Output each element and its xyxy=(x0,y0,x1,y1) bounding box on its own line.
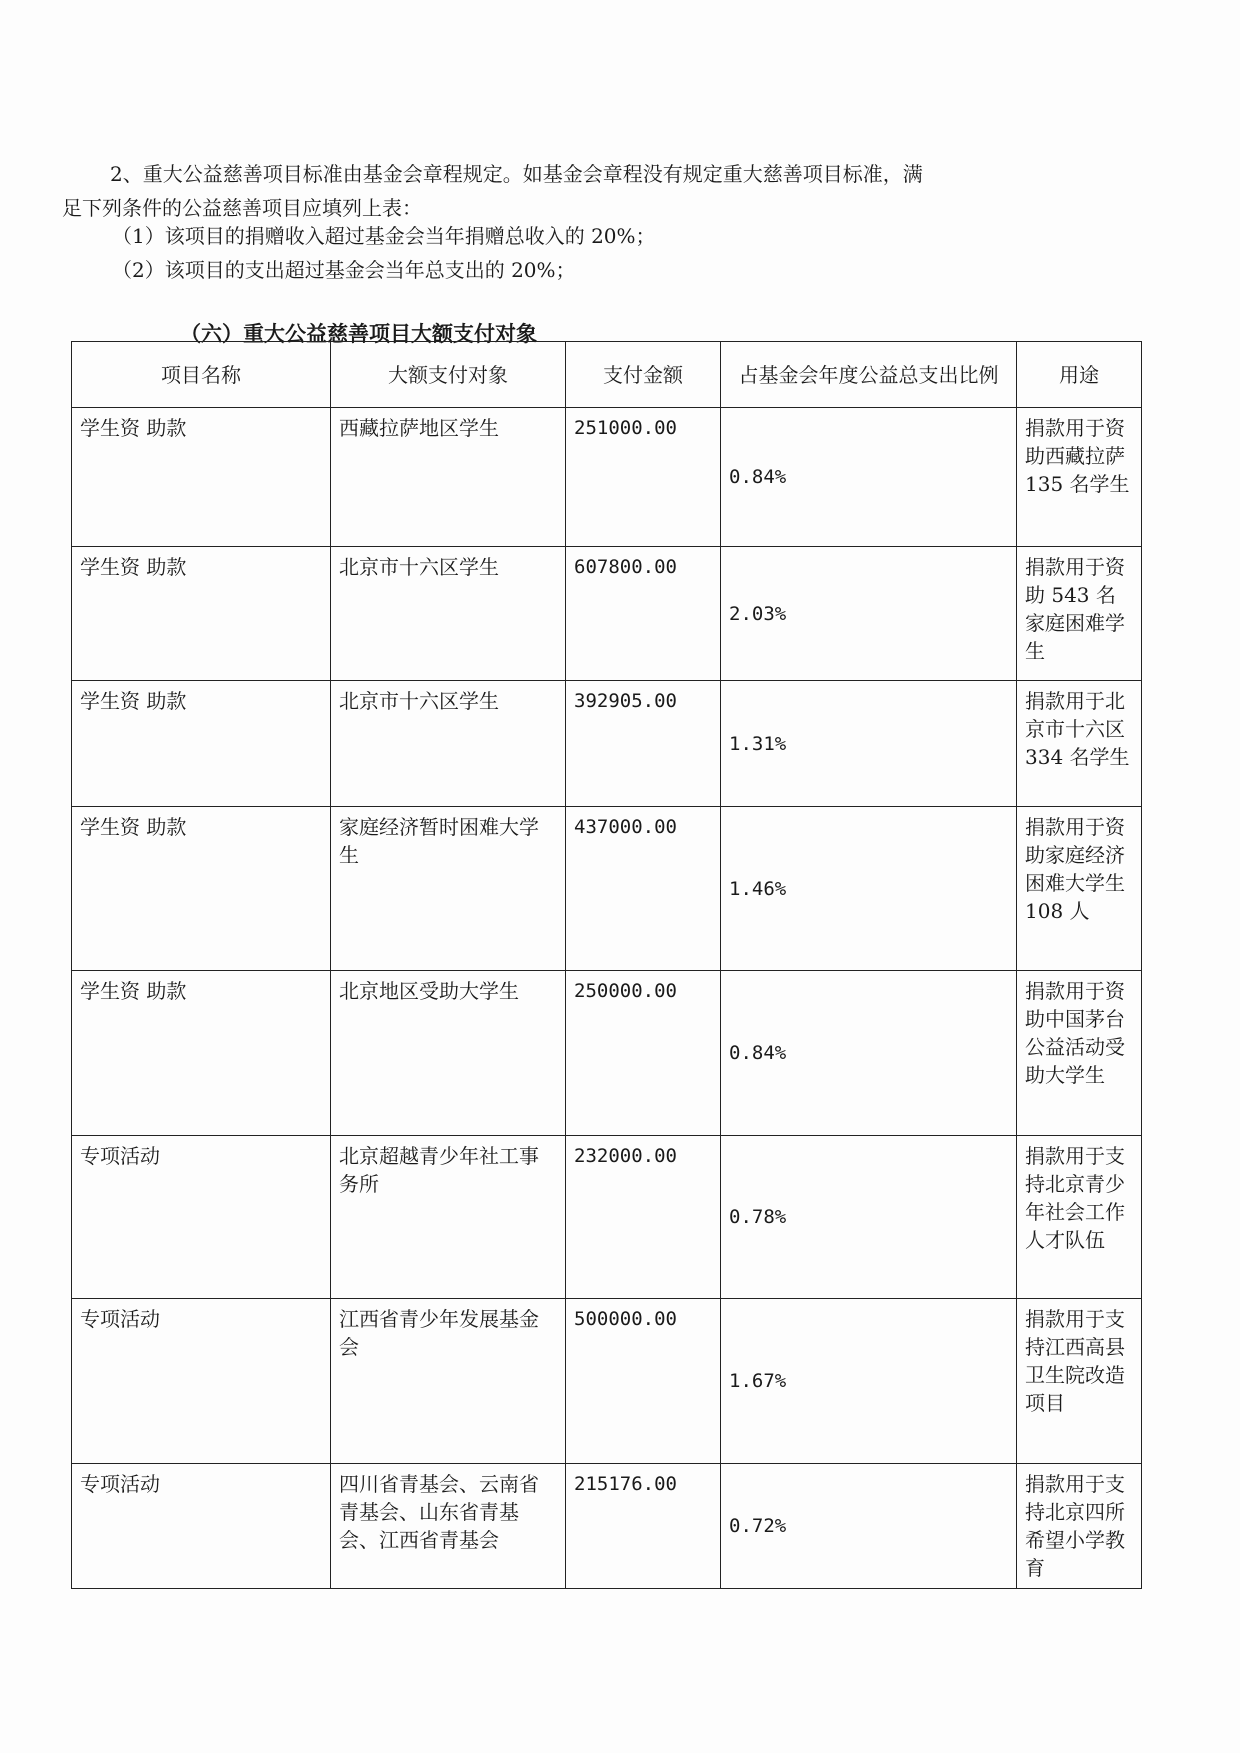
table-header-row xyxy=(72,342,1142,408)
cell-purpose: 捐款用于资助中国茅台公益活动受助大学生 xyxy=(1017,971,1142,1136)
table-row xyxy=(72,547,1142,681)
cell-ratio: 0.72% xyxy=(721,1464,1017,1589)
header-ratio: 占基金会年度公益总支出比例 xyxy=(721,342,1017,408)
cell-payee: 江西省青少年发展基金会 xyxy=(331,1299,566,1464)
cell-payee: 家庭经济暂时困难大学生 xyxy=(331,807,566,971)
cell-project: 专项活动 xyxy=(72,1464,331,1589)
cell-purpose: 捐款用于支持北京青少年社会工作人才队伍 xyxy=(1017,1136,1142,1299)
note-condition-1: （1）该项目的捐赠收入超过基金会当年捐赠总收入的 20%； xyxy=(112,224,656,248)
cell-amount: 215176.00 xyxy=(566,1464,721,1589)
cell-amount: 607800.00 xyxy=(566,547,721,681)
cell-payee: 北京市十六区学生 xyxy=(331,681,566,807)
section-title: （六）重大公益慈善项目大额支付对象 xyxy=(180,321,537,346)
table-row xyxy=(72,807,1142,971)
cell-payee: 四川省青基会、云南省青基会、山东省青基会、江西省青基会 xyxy=(331,1464,566,1589)
cell-ratio: 0.84% xyxy=(721,408,1017,547)
cell-purpose: 捐款用于资助家庭经济困难大学生 108 人 xyxy=(1017,807,1142,971)
cell-project: 学生资 助款 xyxy=(72,971,331,1136)
cell-amount: 500000.00 xyxy=(566,1299,721,1464)
cell-payee: 北京超越青少年社工事务所 xyxy=(331,1136,566,1299)
header-purpose: 用途 xyxy=(1017,342,1142,408)
cell-purpose: 捐款用于北京市十六区 334 名学生 xyxy=(1017,681,1142,807)
cell-project: 学生资 助款 xyxy=(72,547,331,681)
cell-ratio: 0.78% xyxy=(721,1136,1017,1299)
cell-payee: 北京市十六区学生 xyxy=(331,547,566,681)
cell-ratio: 1.67% xyxy=(721,1299,1017,1464)
cell-purpose: 捐款用于资助西藏拉萨 135 名学生 xyxy=(1017,408,1142,547)
cell-project: 学生资 助款 xyxy=(72,408,331,547)
table-row xyxy=(72,971,1142,1136)
cell-purpose: 捐款用于支持江西高县卫生院改造项目 xyxy=(1017,1299,1142,1464)
note-line-1: 2、重大公益慈善项目标准由基金会章程规定。如基金会章程没有规定重大慈善项目标准，满 xyxy=(110,162,923,186)
table-row xyxy=(72,681,1142,807)
table-row xyxy=(72,1299,1142,1464)
cell-amount: 250000.00 xyxy=(566,971,721,1136)
cell-ratio: 1.46% xyxy=(721,807,1017,971)
large-payment-table xyxy=(71,341,1142,1589)
header-project-name: 项目名称 xyxy=(72,342,331,408)
cell-ratio: 1.31% xyxy=(721,681,1017,807)
cell-project: 专项活动 xyxy=(72,1136,331,1299)
cell-purpose: 捐款用于资助 543 名家庭困难学生 xyxy=(1017,547,1142,681)
cell-payee: 西藏拉萨地区学生 xyxy=(331,408,566,547)
cell-amount: 251000.00 xyxy=(566,408,721,547)
note-condition-2: （2）该项目的支出超过基金会当年总支出的 20%； xyxy=(112,258,576,282)
note-line-2: 足下列条件的公益慈善项目应填列上表： xyxy=(62,196,422,220)
cell-project: 学生资 助款 xyxy=(72,681,331,807)
table-row xyxy=(72,408,1142,547)
header-amount: 支付金额 xyxy=(566,342,721,408)
table-row xyxy=(72,1136,1142,1299)
cell-ratio: 2.03% xyxy=(721,547,1017,681)
cell-project: 学生资 助款 xyxy=(72,807,331,971)
cell-project: 专项活动 xyxy=(72,1299,331,1464)
cell-purpose: 捐款用于支持北京四所希望小学教育 xyxy=(1017,1464,1142,1589)
cell-amount: 437000.00 xyxy=(566,807,721,971)
cell-amount: 392905.00 xyxy=(566,681,721,807)
table-row xyxy=(72,1464,1142,1589)
cell-amount: 232000.00 xyxy=(566,1136,721,1299)
cell-payee: 北京地区受助大学生 xyxy=(331,971,566,1136)
cell-ratio: 0.84% xyxy=(721,971,1017,1136)
header-payee: 大额支付对象 xyxy=(331,342,566,408)
